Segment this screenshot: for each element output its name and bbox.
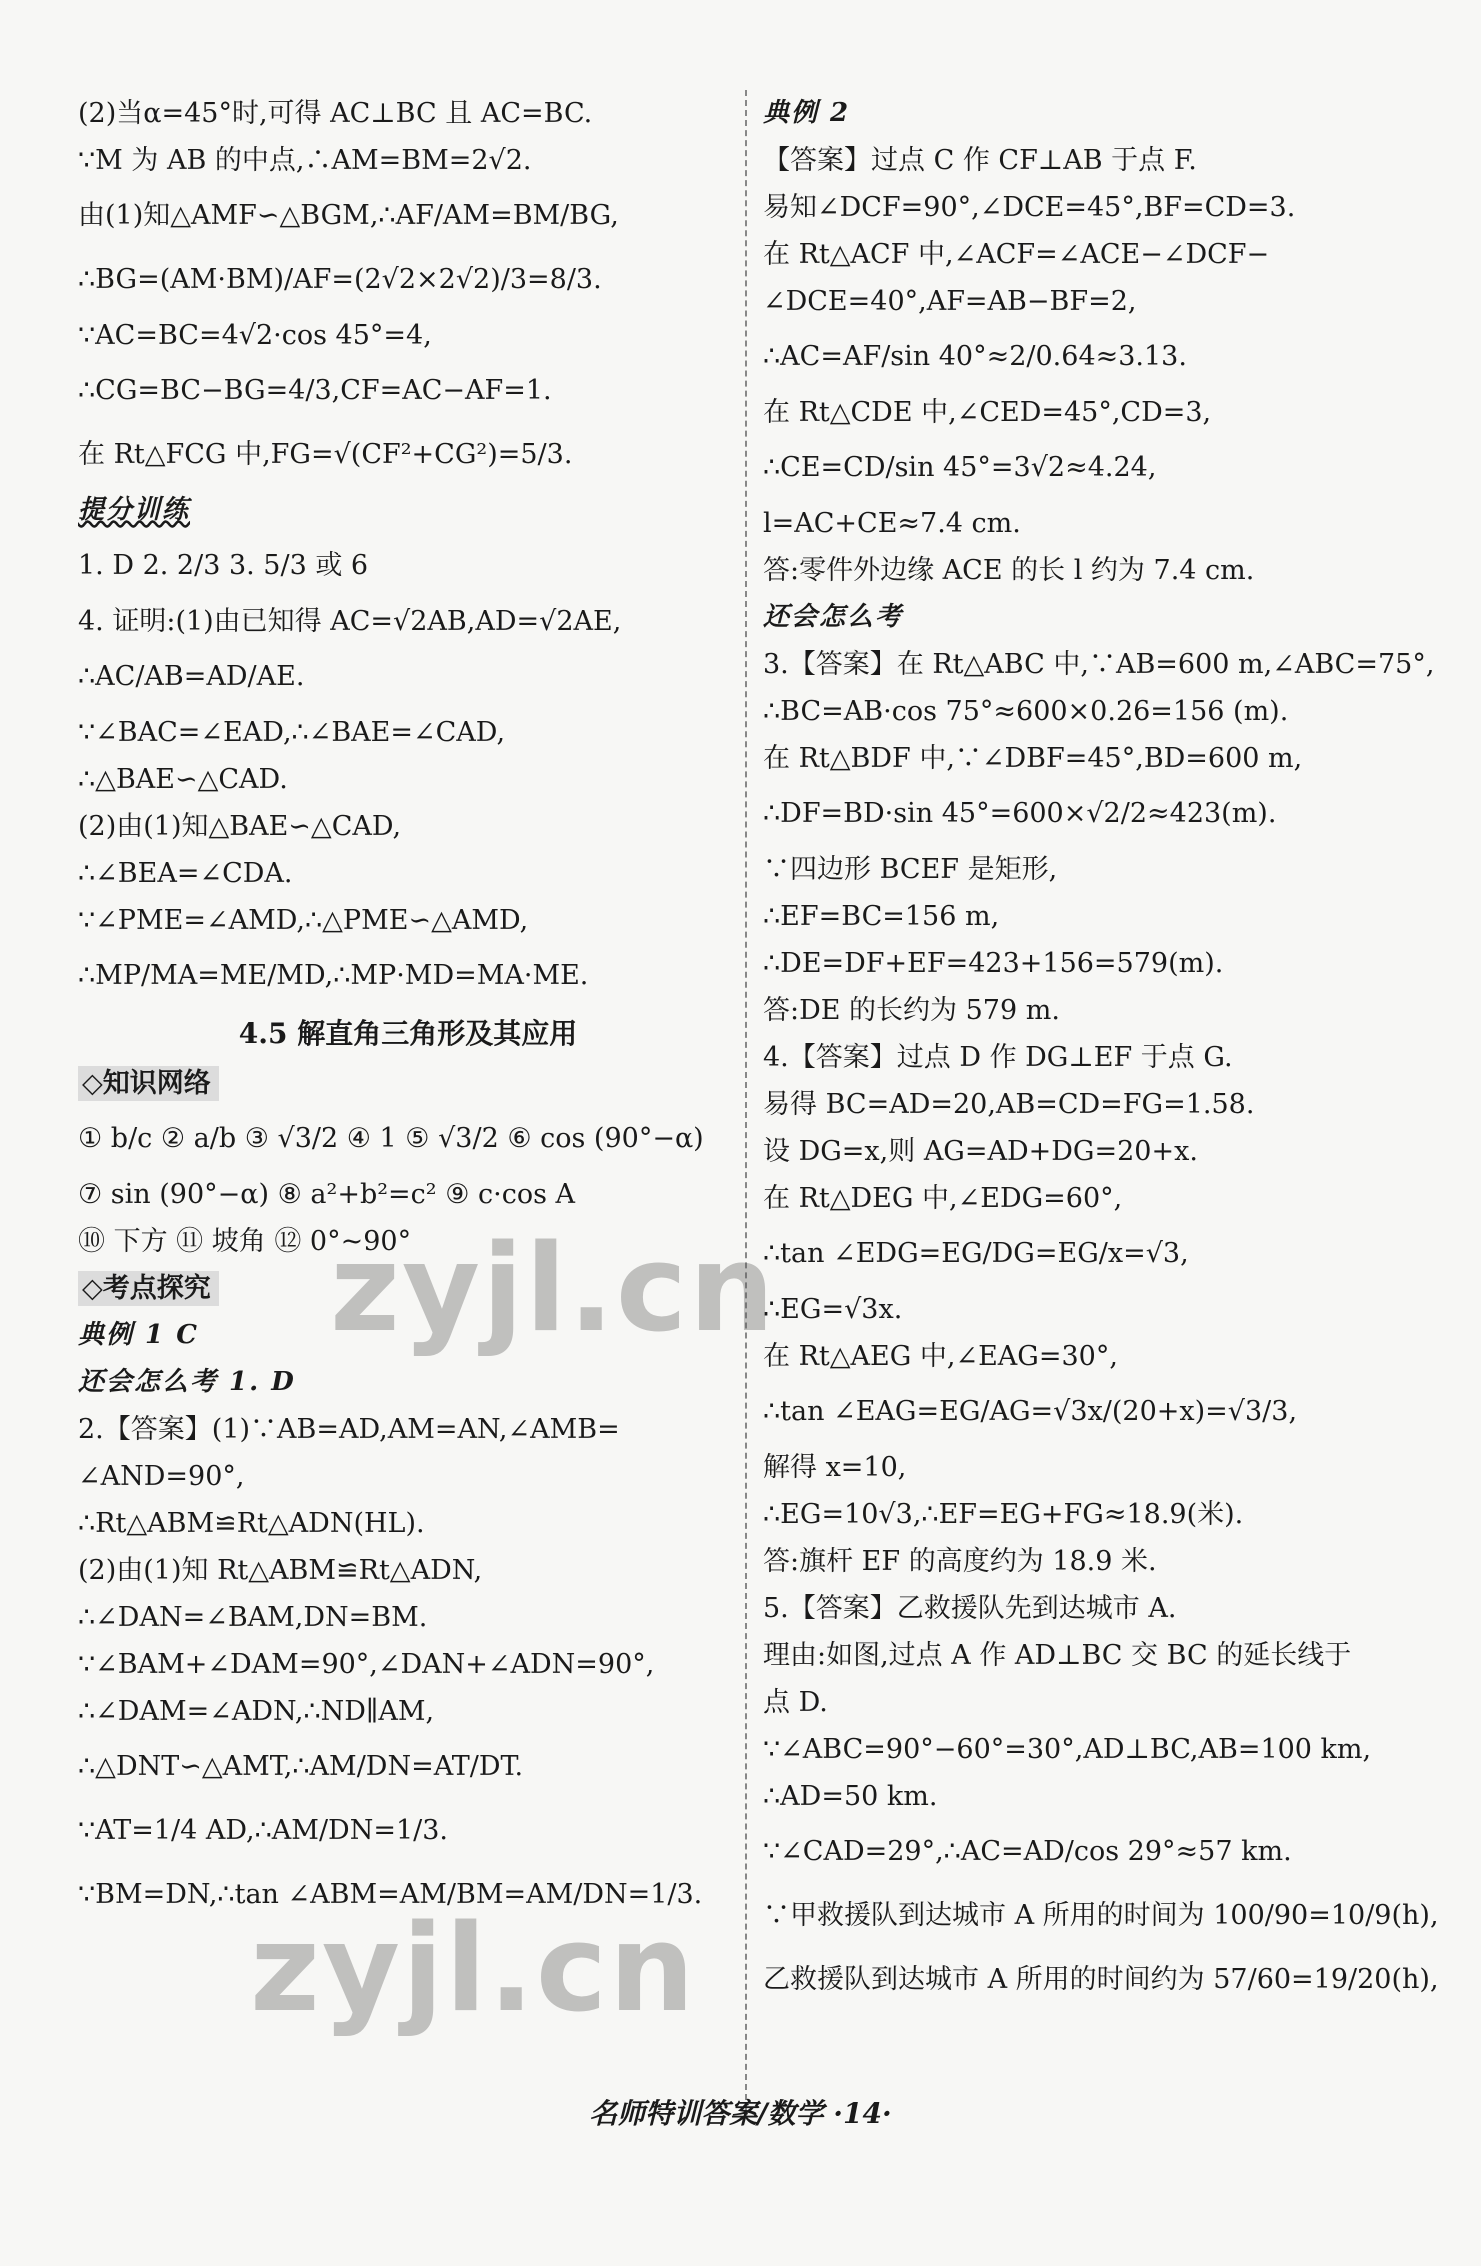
text-line: 答:DE 的长约为 579 m. <box>763 995 1060 1026</box>
text-line: 解得 x=10, <box>763 1452 907 1483</box>
text-line: 在 Rt△CDE 中,∠CED=45°,CD=3, <box>763 397 1212 428</box>
text-line: ∴EG=10√3,∴EF=EG+FG≈18.9(米). <box>763 1499 1244 1530</box>
text-line: 乙救援队到达城市 A 所用的时间约为 57/60=19/20(h), <box>763 1964 1439 1995</box>
text-line: 答:旗杆 EF 的高度约为 18.9 米. <box>763 1546 1157 1577</box>
text-line: ∴AC=AF/sin 40°≈2/0.64≈3.13. <box>763 341 1187 372</box>
text-line: ∴△DNT∽△AMT,∴AM/DN=AT/DT. <box>78 1751 524 1782</box>
right-column <box>763 90 1439 2012</box>
column-divider <box>745 90 747 2110</box>
text-line: 易知∠DCF=90°,∠DCE=45°,BF=CD=3. <box>763 192 1296 223</box>
text-line: ∴∠DAN=∠BAM,DN=BM. <box>78 1602 428 1633</box>
chapter-title: 4.5 解直角三角形及其应用 <box>238 1017 578 1050</box>
text-line: ∠DCE=40°,AF=AB−BF=2, <box>763 286 1137 317</box>
text-line: 5.【答案】乙救援队先到达城市 A. <box>763 1593 1177 1624</box>
text-line: (2)当α=45°时,可得 AC⊥BC 且 AC=BC. <box>78 98 593 129</box>
text-line: 在 Rt△AEG 中,∠EAG=30°, <box>763 1341 1118 1372</box>
text-line: ∴tan ∠EDG=EG/DG=EG/x=√3, <box>763 1238 1189 1269</box>
text-line: 易得 BC=AD=20,AB=CD=FG=1.58. <box>763 1089 1255 1120</box>
text-line: ⑩ 下方 ⑪ 坡角 ⑫ 0°~90° <box>78 1226 412 1257</box>
text-line: ∴AD=50 km. <box>763 1781 938 1812</box>
text-line: ∵∠BAM+∠DAM=90°,∠DAN+∠ADN=90°, <box>78 1649 655 1680</box>
text-line: ∵M 为 AB 的中点,∴AM=BM=2√2. <box>78 145 532 176</box>
text-line: ① b/c ② a/b ③ √3/2 ④ 1 ⑤ √3/2 ⑥ cos (90°−α) <box>78 1123 704 1154</box>
text-line: ∵AT=1/4 AD,∴AM/DN=1/3. <box>78 1815 448 1846</box>
text-line: (2)由(1)知△BAE∽△CAD, <box>78 811 402 842</box>
text-line: 在 Rt△FCG 中,FG=√(CF²+CG²)=5/3. <box>78 439 573 470</box>
text-line: ∴AC/AB=AD/AE. <box>78 661 305 692</box>
example-heading: 典例 1 C <box>78 1320 199 1350</box>
left-column <box>78 90 738 1927</box>
text-line: 由(1)知△AMF∽△BGM,∴AF/AM=BM/BG, <box>78 200 619 231</box>
text-line: ∵甲救援队到达城市 A 所用的时间为 100/90=10/9(h), <box>763 1900 1439 1931</box>
text-line: ∴EF=BC=156 m, <box>763 901 1000 932</box>
watermark: zyjl.cn <box>330 1220 777 1359</box>
text-line: 点 D. <box>763 1687 828 1718</box>
text-line: ⑦ sin (90°−α) ⑧ a²+b²=c² ⑨ c·cos A <box>78 1179 576 1210</box>
text-line: ∴∠DAM=∠ADN,∴ND∥AM, <box>78 1696 435 1727</box>
text-line: ∴DF=BD·sin 45°=600×√2/2≈423(m). <box>763 798 1277 829</box>
text-line: ∴CG=BC−BG=4/3,CF=AC−AF=1. <box>78 375 552 406</box>
text-line: ∴Rt△ABM≌Rt△ADN(HL). <box>78 1508 425 1539</box>
text-line: ∴DE=DF+EF=423+156=579(m). <box>763 948 1224 979</box>
text-line: 在 Rt△DEG 中,∠EDG=60°, <box>763 1183 1123 1214</box>
text-line: ∴BG=(AM·BM)/AF=(2√2×2√2)/3=8/3. <box>78 264 602 295</box>
section-heading: 提分训练 <box>78 495 191 525</box>
text-line: ∵∠BAC=∠EAD,∴∠BAE=∠CAD, <box>78 717 506 748</box>
text-line: 【答案】过点 C 作 CF⊥AB 于点 F. <box>763 145 1197 176</box>
example-heading: 还会怎么考 1. D <box>78 1367 296 1397</box>
text-line: ∵四边形 BCEF 是矩形, <box>763 854 1058 885</box>
text-line: 设 DG=x,则 AG=AD+DG=20+x. <box>763 1136 1198 1167</box>
example-heading: 还会怎么考 <box>763 602 904 632</box>
section-box-label: ◇考点探究 <box>78 1271 219 1306</box>
watermark: zyjl.cn <box>250 1900 697 2039</box>
text-line: 理由:如图,过点 A 作 AD⊥BC 交 BC 的延长线于 <box>763 1640 1352 1671</box>
text-line: ∴△BAE∽△CAD. <box>78 764 288 795</box>
text-line: (2)由(1)知 Rt△ABM≌Rt△ADN, <box>78 1555 483 1586</box>
text-line: 3.【答案】在 Rt△ABC 中,∵AB=600 m,∠ABC=75°, <box>763 649 1435 680</box>
text-line: ∵AC=BC=4√2·cos 45°=4, <box>78 320 432 351</box>
example-heading: 典例 2 <box>763 98 851 128</box>
text-line: 4.【答案】过点 D 作 DG⊥EF 于点 G. <box>763 1042 1233 1073</box>
section-box-label: ◇知识网络 <box>78 1066 219 1101</box>
page-footer: 名师特训答案/数学 ·14· <box>589 2097 892 2130</box>
text-line: ∴BC=AB·cos 75°≈600×0.26=156 (m). <box>763 696 1289 727</box>
text-line: ∵∠PME=∠AMD,∴△PME∽△AMD, <box>78 905 529 936</box>
text-line: ∴∠BEA=∠CDA. <box>78 858 293 889</box>
text-line: ∵BM=DN,∴tan ∠ABM=AM/BM=AM/DN=1/3. <box>78 1879 703 1910</box>
text-line: ∠AND=90°, <box>78 1461 245 1492</box>
text-line: ∵∠CAD=29°,∴AC=AD/cos 29°≈57 km. <box>763 1836 1292 1867</box>
text-line: ∴MP/MA=ME/MD,∴MP·MD=MA·ME. <box>78 960 589 991</box>
text-line: l=AC+CE≈7.4 cm. <box>763 508 1021 539</box>
text-line: 4. 证明:(1)由已知得 AC=√2AB,AD=√2AE, <box>78 606 622 637</box>
text-line: 在 Rt△ACF 中,∠ACF=∠ACE−∠DCF− <box>763 239 1270 270</box>
section-box <box>78 1060 738 1107</box>
text-line: ∵∠ABC=90°−60°=30°,AD⊥BC,AB=100 km, <box>763 1734 1372 1765</box>
text-line: 在 Rt△BDF 中,∵∠DBF=45°,BD=600 m, <box>763 743 1303 774</box>
text-line: 2.【答案】(1)∵AB=AD,AM=AN,∠AMB= <box>78 1414 620 1445</box>
text-line: 答:零件外边缘 ACE 的长 l 约为 7.4 cm. <box>763 555 1255 586</box>
text-line: ∴CE=CD/sin 45°=3√2≈4.24, <box>763 452 1157 483</box>
text-line: ∴EG=√3x. <box>763 1294 903 1325</box>
text-line: 1. D 2. 2/3 3. 5/3 或 6 <box>78 550 369 581</box>
text-line: ∴tan ∠EAG=EG/AG=√3x/(20+x)=√3/3, <box>763 1396 1298 1427</box>
